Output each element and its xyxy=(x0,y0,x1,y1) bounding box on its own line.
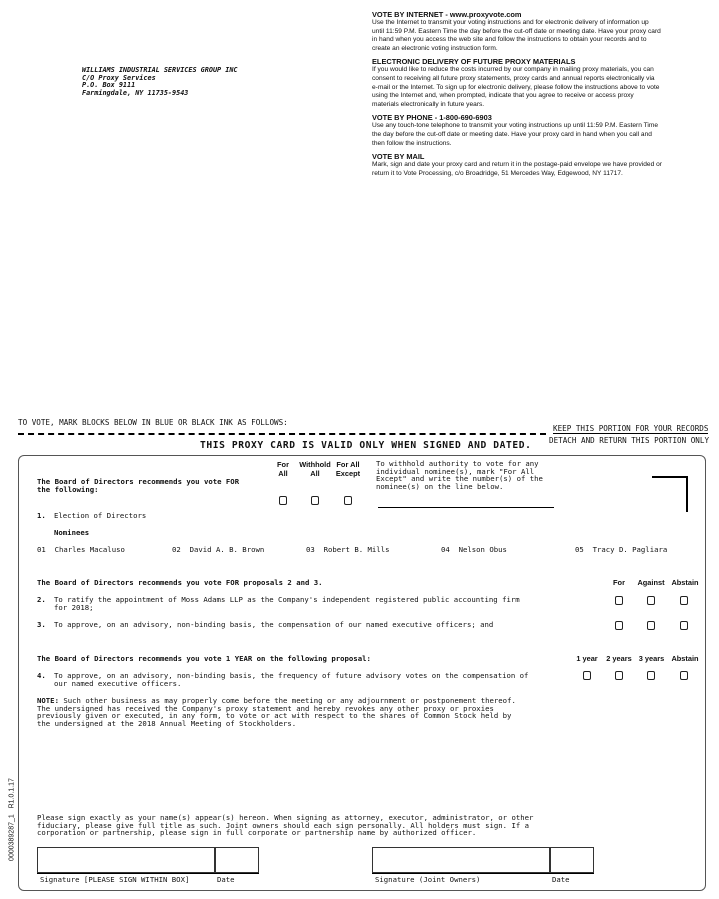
mailing-address xyxy=(82,67,238,97)
phone-heading: VOTE BY PHONE - 1-800-690-6903 xyxy=(372,113,492,123)
mail-body: Mark, sign and date your proxy card and return it in the postage-paid envelope we have provided or return it to Vote Processing, c/o Broadridge, 51 Mercedes Way, Edgewood, NY 11717. xyxy=(372,161,662,177)
registration-mark xyxy=(652,476,688,512)
col-1-year: 1 year xyxy=(576,654,598,663)
note-text: Such other business as may properly come before the meeting or any adjournment or postponement thereof. xyxy=(58,696,516,705)
sign-instruction: Please sign exactly as your name(s) appear(s) hereon. When signing as attorney, executor, administrator, or other fiduciary, please give full title as such. Joint owners should each sign personally. All holders must sign. If a corporation or partnership, please sign in full corporate or partnership name by authorized officer. xyxy=(37,813,534,838)
nominee-02 xyxy=(172,546,264,554)
col-abstain-frequency: Abstain xyxy=(671,654,699,663)
section3-recommendation: The Board of Directors recommends you vote 1 YEAR on the following proposal: xyxy=(37,654,371,663)
nominee-number: 05 xyxy=(575,545,584,554)
mail-heading: VOTE BY MAIL xyxy=(372,152,425,162)
item3-number: 3. xyxy=(37,620,46,629)
item3-abstain-checkbox[interactable] xyxy=(680,621,688,630)
item1-number: 1. xyxy=(37,511,46,520)
item4-1-year-checkbox[interactable] xyxy=(583,671,591,680)
address-line: P.O. Box 9111 xyxy=(82,81,136,90)
address-line: C/O Proxy Services xyxy=(82,73,156,82)
joint-signature-box[interactable] xyxy=(372,847,550,873)
detach-portion-label: DETACH AND RETURN THIS PORTION ONLY xyxy=(549,436,710,445)
internet-heading: VOTE BY INTERNET - www.proxyvote.com xyxy=(372,10,522,19)
note-revocation-text: The undersigned has received the Company's proxy statement and hereby revokes any other proxy or proxies previously given or executed, in any form, to vote or act with respect to the shares of Common Stock held by the undersigned at the 2018 Annual Meeting of Stockholders. xyxy=(37,703,512,728)
joint-date-box[interactable] xyxy=(550,847,594,873)
ink-instruction: TO VOTE, MARK BLOCKS BELOW IN BLUE OR BLACK INK AS FOLLOWS: xyxy=(18,418,288,427)
for-all-except-checkbox[interactable] xyxy=(344,496,352,505)
for-all-checkbox[interactable] xyxy=(279,496,287,505)
item3-text: To approve, on an advisory, non-binding basis, the compensation of our named executive officers; and xyxy=(54,620,494,629)
note-paragraph xyxy=(37,697,527,727)
item2-abstain-checkbox[interactable] xyxy=(680,596,688,605)
nominees-label: Nominees xyxy=(54,528,90,537)
side-control-code: 0000389287_1 R1.0.1.17 xyxy=(8,778,16,861)
electronic-delivery-body: If you would like to reduce the costs incurred by our company in mailing proxy materials, you can consent to receiving all future proxy statements, proxy cards and annual reports electronically via e-mail or the Internet. To sign up for electronic delivery, please follow the instructions above to vote using the Internet and, when prompted, indicate that you agree to receive or access proxy materials electronically in future years. xyxy=(372,66,660,108)
joint-signature-label: Signature (Joint Owners) xyxy=(375,875,481,884)
joint-signature-line xyxy=(372,873,594,874)
address-line: WILLIAMS INDUSTRIAL SERVICES GROUP INC xyxy=(82,66,238,74)
item3-for-checkbox[interactable] xyxy=(615,621,623,630)
valid-notice: THIS PROXY CARD IS VALID ONLY WHEN SIGNED AND DATED. xyxy=(200,440,532,451)
nominee-04 xyxy=(441,546,507,554)
nominee-number: 04 xyxy=(441,545,450,554)
nominee-number: 01 xyxy=(37,545,46,554)
item4-text: To approve, on an advisory, non-binding basis, the frequency of future advisory votes on the compensation of our named executive officers. xyxy=(54,671,529,689)
date-label: Date xyxy=(217,875,235,884)
phone-body: Use any touch-tone telephone to transmit your voting instructions up until 11:59 P.M. Eastern Time the day before the cut-off date or meeting date. Have your proxy card in hand when you call and then follow the instructions. xyxy=(372,122,659,147)
nominee-name: Tracy D. Pagliara xyxy=(592,545,668,554)
item3-against-checkbox[interactable] xyxy=(647,621,655,630)
item2-against-checkbox[interactable] xyxy=(647,596,655,605)
nominee-number: 02 xyxy=(172,545,181,554)
item4-3-years-checkbox[interactable] xyxy=(647,671,655,680)
col-abstain: Abstain xyxy=(671,578,699,587)
section1-recommendation: The Board of Directors recommends you vote FOR the following: xyxy=(37,477,240,495)
item2-text: To ratify the appointment of Moss Adams LLP as the Company's independent registered public accounting firm for 2018; xyxy=(54,595,520,613)
voting-instructions xyxy=(372,10,662,182)
note-label: NOTE: xyxy=(37,696,59,705)
nominee-name: Robert B. Mills xyxy=(323,545,390,554)
col-2-years: 2 years xyxy=(606,654,632,663)
nominee-name: David A. B. Brown xyxy=(189,545,265,554)
withhold-instruction: To withhold authority to vote for any individual nominee(s), mark "For All Except" and write the number(s) of the nominee(s) on the line below. xyxy=(376,459,543,491)
signature-line xyxy=(37,873,259,874)
col-for-all-except: For All Except xyxy=(335,460,361,478)
internet-body: Use the Internet to transmit your voting instructions and for electronic delivery of information up until 11:59 P.M. Eastern Time the day before the cut-off date or meeting date. Have your proxy card in hand when you access the web site and follow the instructions to obtain your records and to create an electronic voting instruction form. xyxy=(372,19,661,52)
item4-number: 4. xyxy=(37,671,46,680)
keep-portion-label: KEEP THIS PORTION FOR YOUR RECORDS xyxy=(553,424,709,433)
nominee-name: Nelson Obus xyxy=(458,545,507,554)
address-line: Farmingdale, NY 11735-9543 xyxy=(82,88,189,97)
nominee-01 xyxy=(37,546,125,554)
withhold-all-checkbox[interactable] xyxy=(311,496,319,505)
item2-for-checkbox[interactable] xyxy=(615,596,623,605)
item4-2-years-checkbox[interactable] xyxy=(615,671,623,680)
electronic-delivery-heading: ELECTRONIC DELIVERY OF FUTURE PROXY MATERIALS xyxy=(372,57,576,67)
item2-number: 2. xyxy=(37,595,46,604)
date-box[interactable] xyxy=(215,847,259,873)
col-for-all: For All xyxy=(277,460,289,478)
nominee-03 xyxy=(306,546,390,554)
joint-date-label: Date xyxy=(552,875,570,884)
section2-recommendation: The Board of Directors recommends you vote FOR proposals 2 and 3. xyxy=(37,578,323,587)
except-write-in-line[interactable] xyxy=(378,507,554,508)
signature-box[interactable] xyxy=(37,847,215,873)
nominee-number: 03 xyxy=(306,545,315,554)
item1-text: Election of Directors xyxy=(54,511,147,520)
col-against: Against xyxy=(637,578,665,587)
item4-abstain-checkbox[interactable] xyxy=(680,671,688,680)
col-for: For xyxy=(613,578,625,587)
col-withhold-all: Withhold All xyxy=(299,460,331,478)
signature-label: Signature [PLEASE SIGN WITHIN BOX] xyxy=(40,875,190,884)
nominee-05 xyxy=(575,546,667,554)
col-3-years: 3 years xyxy=(638,654,665,663)
nominee-name: Charles Macaluso xyxy=(54,545,125,554)
detach-line xyxy=(18,433,546,435)
